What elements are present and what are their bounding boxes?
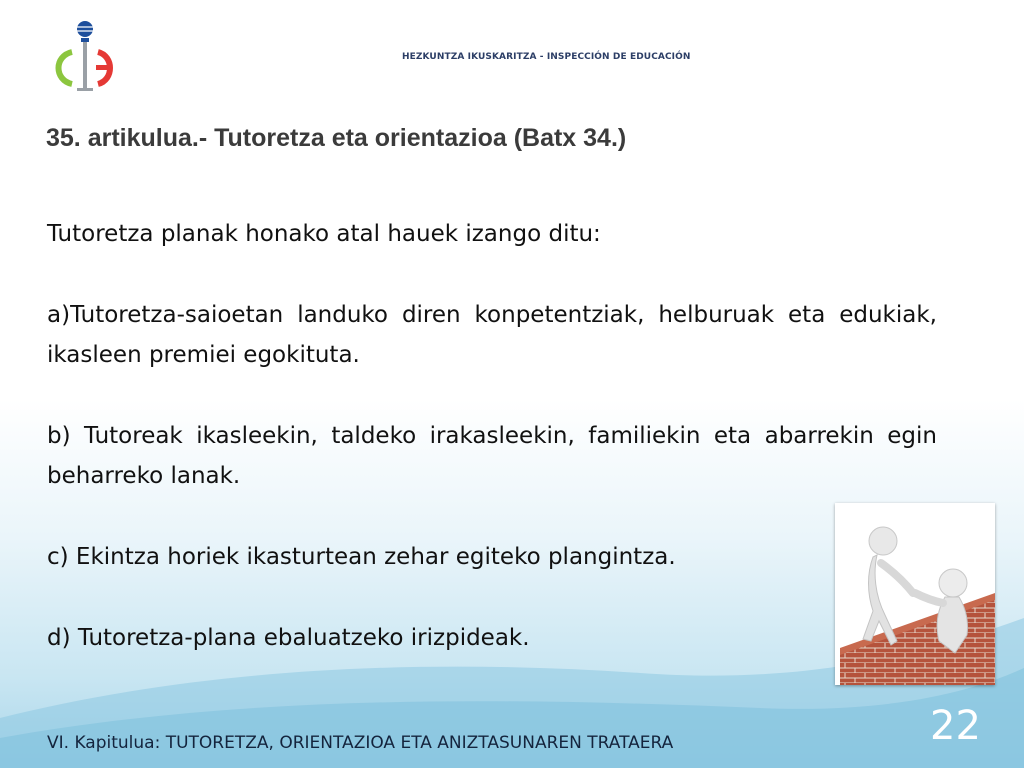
body-paragraph: Tutoretza planak honako atal hauek izango ditu:	[47, 221, 601, 247]
education-inspection-logo-icon	[50, 18, 120, 96]
page-number: 22	[930, 703, 981, 749]
body-paragraph: b) Tutoreak ikasleekin, taldeko irakasleekin, familiekin eta abarrekin egin beharreko lanak.	[47, 423, 937, 489]
body-paragraph: d) Tutoretza-plana ebaluatzeko irizpideak.	[47, 625, 530, 651]
header-org-text: HEZKUNTZA IKUSKARITZA - INSPECCIÓN DE EDUCACIÓN	[402, 52, 691, 62]
helping-hand-illustration	[835, 503, 995, 685]
footer-chapter: VI. Kapitulua: TUTORETZA, ORIENTAZIOA ETA ANIZTASUNAREN TRATAERA	[47, 733, 674, 753]
slide-title: 35. artikulua.- Tutoretza eta orientazioa (Batx 34.)	[46, 124, 627, 152]
body-paragraph: c) Ekintza horiek ikasturtean zehar egiteko plangintza.	[47, 544, 676, 570]
body-paragraph: a)Tutoretza-saioetan landuko diren konpetentziak, helburuak eta edukiak, ikasleen premiei egokituta.	[47, 302, 937, 368]
slide-body	[47, 214, 937, 699]
